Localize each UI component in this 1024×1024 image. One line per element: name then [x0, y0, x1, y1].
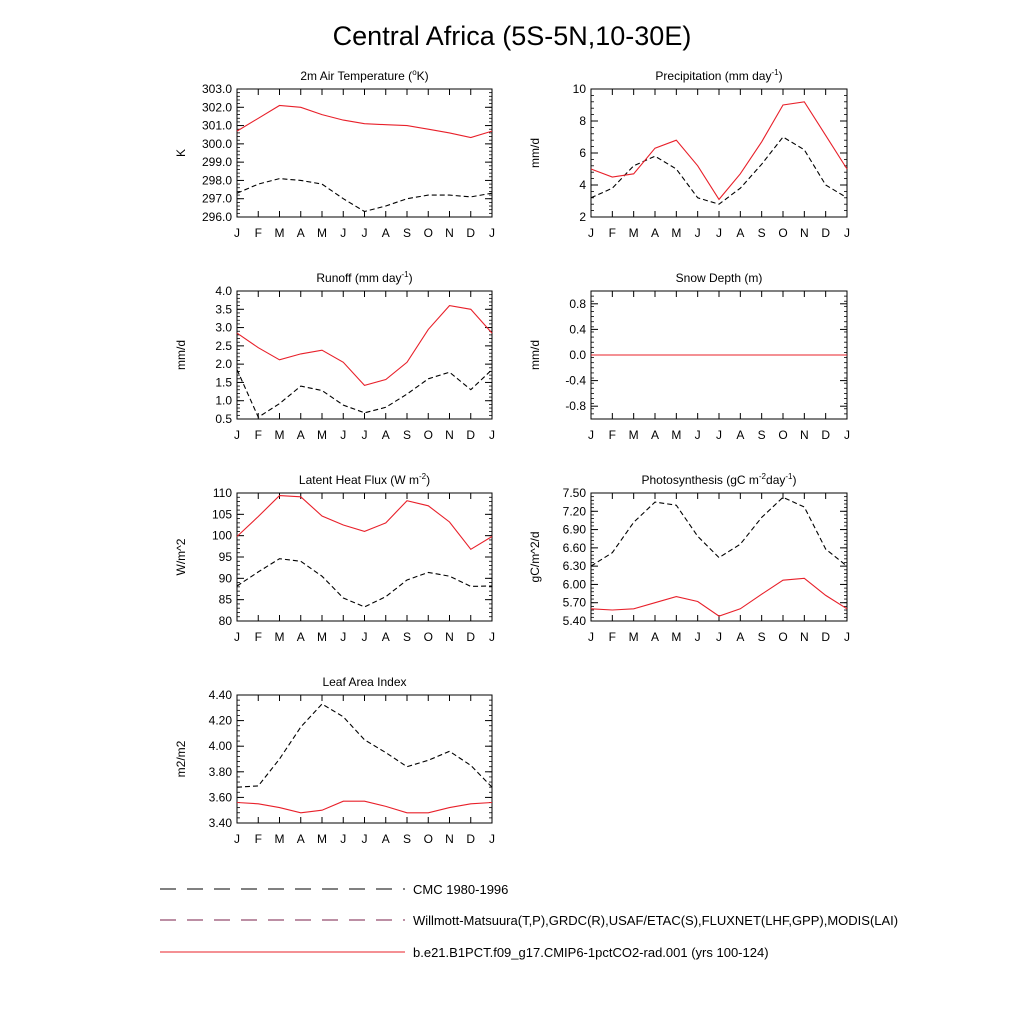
y-tick-label: -0.4 [565, 373, 586, 388]
x-tick-label: A [736, 630, 745, 644]
x-tick-label: M [671, 226, 682, 240]
x-tick-label: J [234, 832, 240, 846]
x-tick-label: M [274, 630, 285, 644]
y-tick-label: 6 [579, 146, 586, 160]
plot-frame [237, 695, 492, 823]
x-tick-label: S [402, 428, 412, 442]
y-tick-label: 10 [572, 82, 586, 96]
plot-frame [237, 291, 492, 419]
y-tick-label: 7.50 [562, 486, 586, 500]
x-tick-label: J [340, 630, 347, 644]
y-axis-label: K [174, 148, 188, 158]
y-tick-label: 4.20 [208, 713, 232, 728]
y-tick-label: 303.0 [201, 82, 232, 96]
y-axis-label: gC/m^2/d [528, 531, 542, 583]
x-tick-label: J [844, 630, 850, 644]
x-tick-label: D [821, 428, 831, 442]
x-tick-label: M [628, 630, 639, 644]
x-tick-label: J [844, 226, 850, 240]
x-tick-label: O [778, 226, 788, 240]
y-tick-label: 0.5 [215, 412, 232, 426]
y-tick-label: 4.00 [208, 739, 232, 754]
x-tick-label: A [296, 428, 305, 442]
y-tick-label: 4.40 [208, 688, 232, 702]
y-tick-label: -0.8 [565, 399, 586, 414]
x-tick-label: J [489, 226, 495, 240]
x-tick-label: A [296, 226, 305, 240]
x-tick-label: D [466, 630, 476, 644]
y-tick-label: 80 [218, 614, 232, 628]
x-tick-label: J [489, 428, 495, 442]
x-tick-label: A [736, 226, 745, 240]
series-line-obs [237, 370, 492, 418]
x-tick-label: O [423, 226, 433, 240]
x-tick-label: A [381, 630, 390, 644]
x-tick-label: M [671, 630, 682, 644]
panel-title: Precipitation (mm day$^{-1}$) [655, 68, 783, 83]
y-tick-label: 298.0 [201, 173, 232, 188]
x-tick-label: J [234, 630, 240, 644]
panel-2 [528, 68, 850, 240]
y-tick-label: 2 [579, 210, 586, 224]
x-tick-label: M [317, 428, 327, 442]
x-tick-label: J [361, 226, 368, 240]
legend-label: b.e21.B1PCT.f09_g17.CMIP6-1pctCO2-rad.001 (yrs 100-124) [413, 945, 769, 960]
y-tick-label: 3.0 [215, 320, 232, 335]
x-tick-label: M [671, 428, 682, 442]
y-tick-label: 8 [579, 114, 586, 128]
panel-6 [528, 472, 850, 644]
x-tick-label: S [402, 630, 412, 644]
x-tick-label: A [381, 428, 390, 442]
series-line-model [237, 306, 492, 386]
x-tick-label: M [274, 832, 285, 846]
y-tick-label: 0.4 [569, 322, 586, 337]
series-line-obs [237, 559, 492, 607]
panels [174, 68, 850, 846]
x-tick-label: J [694, 226, 701, 240]
y-tick-label: 3.5 [215, 302, 232, 317]
panel-7 [174, 675, 495, 846]
x-tick-label: J [234, 428, 240, 442]
y-tick-label: 95 [218, 550, 232, 564]
y-tick-label: 100 [211, 528, 232, 543]
series-line-obs [237, 179, 492, 212]
panel-title: Latent Heat Flux (W $m^{-2}$) [298, 472, 431, 487]
y-axis-label: mm/d [528, 138, 542, 168]
x-tick-label: M [628, 428, 639, 442]
x-tick-label: M [317, 226, 327, 240]
y-axis-label: W/m^2 [174, 538, 188, 576]
x-tick-label: J [588, 226, 594, 240]
x-tick-label: F [608, 428, 617, 442]
y-tick-label: 301.0 [201, 118, 232, 133]
y-tick-label: 1.0 [215, 393, 232, 408]
series-line-obs [591, 137, 847, 204]
series-line-obs [237, 704, 492, 787]
series-line-model [237, 106, 492, 138]
legend-label: Willmott-Matsuura(T,P),GRDC(R),USAF/ETAC(S),FLUXNET(LHF,GPP),MODIS(LAI) [413, 913, 899, 928]
panel-title: Runoff (mm day$^{-1}$) [316, 270, 413, 285]
x-tick-label: O [778, 630, 788, 644]
x-tick-label: J [694, 630, 701, 644]
figure-title: Central Africa (5S-5N,10-30E) [332, 21, 692, 51]
y-tick-label: 300.0 [201, 136, 232, 151]
x-tick-label: A [650, 226, 660, 240]
x-tick-label: F [254, 428, 262, 442]
legend-label: CMC 1980-1996 [413, 882, 509, 897]
panel-4 [528, 271, 850, 442]
x-tick-label: S [757, 428, 766, 442]
panel-5 [174, 472, 495, 644]
y-axis-label: mm/d [528, 340, 542, 370]
y-tick-label: 5.40 [562, 614, 586, 628]
plot-frame [237, 493, 492, 621]
x-tick-label: J [340, 832, 347, 846]
x-tick-label: O [423, 832, 433, 846]
x-tick-label: M [628, 226, 639, 240]
x-tick-label: J [361, 428, 368, 442]
y-tick-label: 5.70 [562, 595, 586, 610]
panel-3 [174, 270, 495, 442]
x-tick-label: F [254, 832, 262, 846]
x-tick-label: A [296, 630, 305, 644]
series-line-model [591, 102, 847, 200]
x-tick-label: D [821, 630, 831, 644]
y-axis-label: mm/d [174, 340, 188, 370]
x-tick-label: S [757, 630, 766, 644]
x-tick-label: J [340, 226, 347, 240]
x-tick-label: F [254, 226, 262, 240]
x-tick-label: A [650, 630, 660, 644]
x-tick-label: F [254, 630, 262, 644]
y-tick-label: 6.00 [562, 577, 586, 592]
x-tick-label: J [340, 428, 347, 442]
y-tick-label: 2.0 [215, 357, 232, 372]
x-tick-label: J [588, 428, 594, 442]
x-tick-label: J [489, 630, 495, 644]
series-line-model [591, 578, 847, 616]
x-tick-label: A [296, 832, 305, 846]
y-tick-label: 2.5 [215, 338, 232, 353]
x-tick-label: D [466, 832, 476, 846]
y-tick-label: 90 [218, 571, 232, 586]
y-tick-label: 6.90 [562, 522, 586, 537]
x-tick-label: D [466, 428, 476, 442]
x-tick-label: J [716, 428, 722, 442]
x-tick-label: S [402, 226, 412, 240]
x-tick-label: S [757, 226, 766, 240]
x-tick-label: N [445, 832, 454, 846]
x-tick-label: A [381, 832, 390, 846]
panel-title: Photosynthesis (gC $m^{-2}day^{-1}$) [641, 472, 797, 487]
x-tick-label: M [317, 832, 327, 846]
panel-title: Leaf Area Index [322, 675, 407, 689]
y-tick-label: 4 [579, 178, 586, 192]
x-tick-label: J [716, 226, 722, 240]
x-tick-label: N [445, 630, 454, 644]
x-tick-label: J [588, 630, 594, 644]
y-tick-label: 3.40 [208, 816, 232, 830]
panel-1 [174, 68, 495, 240]
x-tick-label: M [317, 630, 327, 644]
y-axis-label: m2/m2 [174, 740, 188, 778]
x-tick-label: N [799, 630, 809, 644]
y-tick-label: 0.8 [569, 296, 586, 311]
y-tick-label: 6.30 [562, 559, 586, 574]
x-tick-label: J [489, 832, 495, 846]
x-tick-label: J [234, 226, 240, 240]
x-tick-label: M [274, 428, 285, 442]
y-tick-label: 3.80 [208, 764, 232, 779]
y-tick-label: 110 [212, 486, 232, 500]
x-tick-label: N [799, 226, 809, 240]
x-tick-label: D [466, 226, 476, 240]
y-tick-label: 105 [211, 507, 232, 522]
x-tick-label: J [716, 630, 722, 644]
legend [160, 882, 898, 960]
y-tick-label: 1.5 [215, 375, 232, 390]
y-tick-label: 302.0 [201, 100, 232, 115]
x-tick-label: J [694, 428, 701, 442]
y-tick-label: 0.0 [569, 348, 586, 362]
x-tick-label: A [650, 428, 660, 442]
x-tick-label: F [608, 226, 617, 240]
x-tick-label: A [381, 226, 390, 240]
x-tick-label: J [361, 832, 368, 846]
series-line-obs [591, 497, 847, 566]
x-tick-label: O [778, 428, 788, 442]
x-tick-label: N [799, 428, 809, 442]
series-line-model [237, 496, 492, 550]
x-tick-label: O [423, 630, 433, 644]
x-tick-label: S [402, 832, 412, 846]
y-tick-label: 299.0 [201, 155, 232, 170]
x-tick-label: N [445, 428, 454, 442]
x-tick-label: J [361, 630, 368, 644]
y-tick-label: 6.60 [562, 540, 586, 555]
x-tick-label: O [423, 428, 433, 442]
x-tick-label: M [274, 226, 285, 240]
x-tick-label: N [445, 226, 454, 240]
y-tick-label: 85 [218, 592, 232, 607]
series-line-model [237, 801, 492, 813]
y-tick-label: 7.20 [562, 504, 586, 519]
panel-title: 2m Air Temperature ($^o$K) [300, 68, 429, 83]
x-tick-label: J [844, 428, 850, 442]
x-tick-label: A [736, 428, 745, 442]
y-tick-label: 3.60 [208, 790, 232, 805]
y-tick-label: 297.0 [201, 191, 232, 206]
y-tick-label: 4.0 [215, 284, 232, 298]
x-tick-label: F [608, 630, 617, 644]
y-tick-label: 296.0 [201, 210, 232, 224]
x-tick-label: D [821, 226, 831, 240]
panel-title: Snow Depth (m) [675, 271, 763, 285]
